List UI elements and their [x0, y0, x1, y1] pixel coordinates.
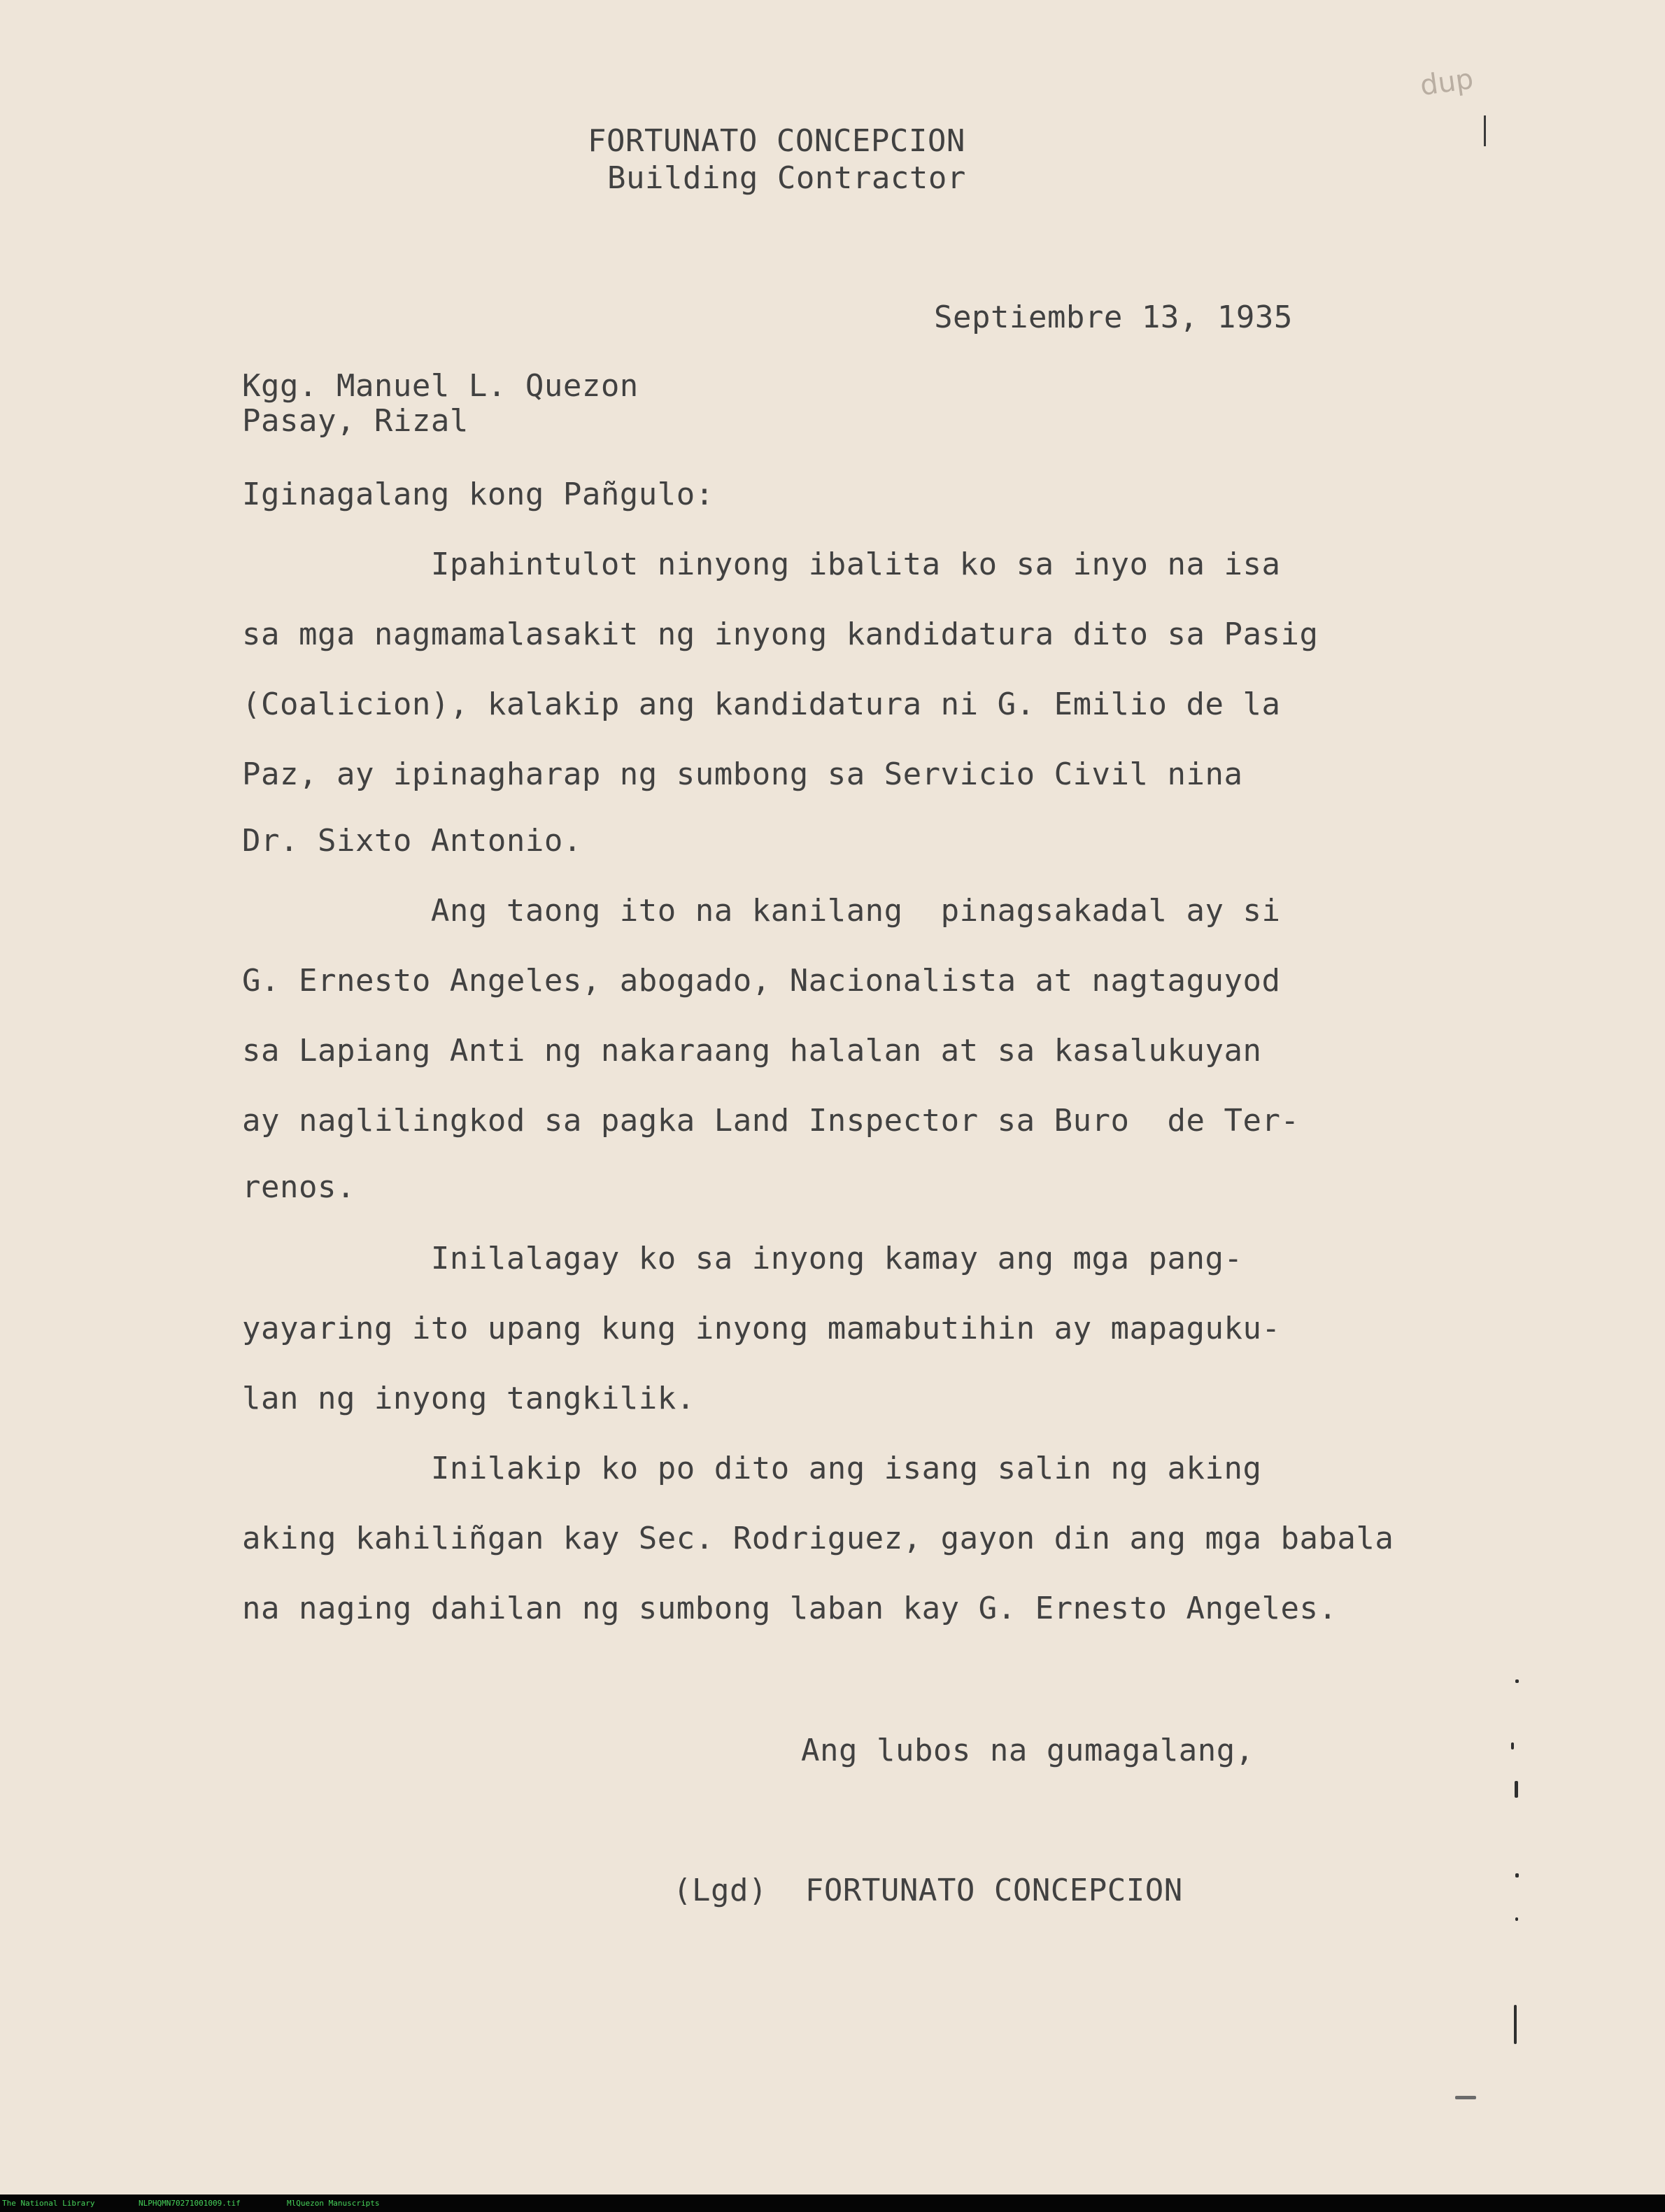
footer-collection: MlQuezon Manuscripts [287, 2199, 380, 2208]
margin-speck [1455, 2096, 1476, 2099]
margin-speck [1515, 1679, 1519, 1683]
paragraph-2-line: ay naglilingkod sa pagka Land Inspector sa Buro de Ter- [242, 1103, 1300, 1139]
paragraph-1-line: Ipahintulot ninyong ibalita ko sa inyo na isa [242, 547, 1281, 582]
archive-footer-bar [0, 2195, 1665, 2212]
margin-speck [1515, 1781, 1518, 1798]
paragraph-3-line: yayaring ito upang kung inyong mamabutihin ay mapaguku- [242, 1311, 1281, 1346]
signature: (Lgd) FORTUNATO CONCEPCION [673, 1873, 1183, 1908]
paragraph-3-line: lan ng inyong tangkilik. [242, 1381, 695, 1416]
paragraph-2-line: Ang taong ito na kanilang pinagsakadal ay si [242, 893, 1281, 929]
letterhead-name: FORTUNATO CONCEPCION [588, 123, 965, 159]
paragraph-3-line: Inilalagay ko sa inyong kamay ang mga pang- [242, 1241, 1243, 1276]
paragraph-4-line: aking kahiliñgan kay Sec. Rodriguez, gayon din ang mga babala [242, 1521, 1394, 1556]
pencil-annotation: dup [1418, 62, 1475, 103]
footer-library: The National Library [2, 2199, 95, 2208]
paragraph-1-line: sa mga nagmamalasakit ng inyong kandidatura dito sa Pasig [242, 617, 1319, 652]
margin-speck [1511, 1742, 1514, 1749]
pencil-stroke-mark [1484, 115, 1486, 146]
paragraph-1-line: Dr. Sixto Antonio. [242, 823, 582, 859]
paragraph-2-line: sa Lapiang Anti ng nakaraang halalan at sa kasalukuyan [242, 1033, 1262, 1069]
recipient-address: Pasay, Rizal [242, 403, 469, 439]
margin-speck [1515, 1917, 1518, 1921]
paragraph-1-line: (Coalicion), kalakip ang kandidatura ni G. Emilio de la [242, 686, 1281, 722]
paragraph-2-line: renos. [242, 1169, 355, 1205]
footer-file: NLPHQMN70271001009.tif [139, 2199, 241, 2208]
recipient-name: Kgg. Manuel L. Quezon [242, 368, 639, 404]
paragraph-4-line: Inilakip ko po dito ang isang salin ng aking [242, 1451, 1262, 1486]
paragraph-2-line: G. Ernesto Angeles, abogado, Nacionalista at nagtaguyod [242, 963, 1281, 999]
closing: Ang lubos na gumagalang, [801, 1733, 1254, 1768]
paragraph-1-line: Paz, ay ipinagharap ng sumbong sa Servicio Civil nina [242, 756, 1243, 792]
salutation: Iginagalang kong Pañgulo: [242, 477, 714, 512]
margin-speck [1515, 1873, 1519, 1878]
letterhead-title: Building Contractor [607, 160, 966, 196]
letter-date: Septiembre 13, 1935 [934, 300, 1293, 335]
paragraph-4-line: na naging dahilan ng sumbong laban kay G. Ernesto Angeles. [242, 1591, 1338, 1626]
margin-speck [1514, 2005, 1517, 2044]
